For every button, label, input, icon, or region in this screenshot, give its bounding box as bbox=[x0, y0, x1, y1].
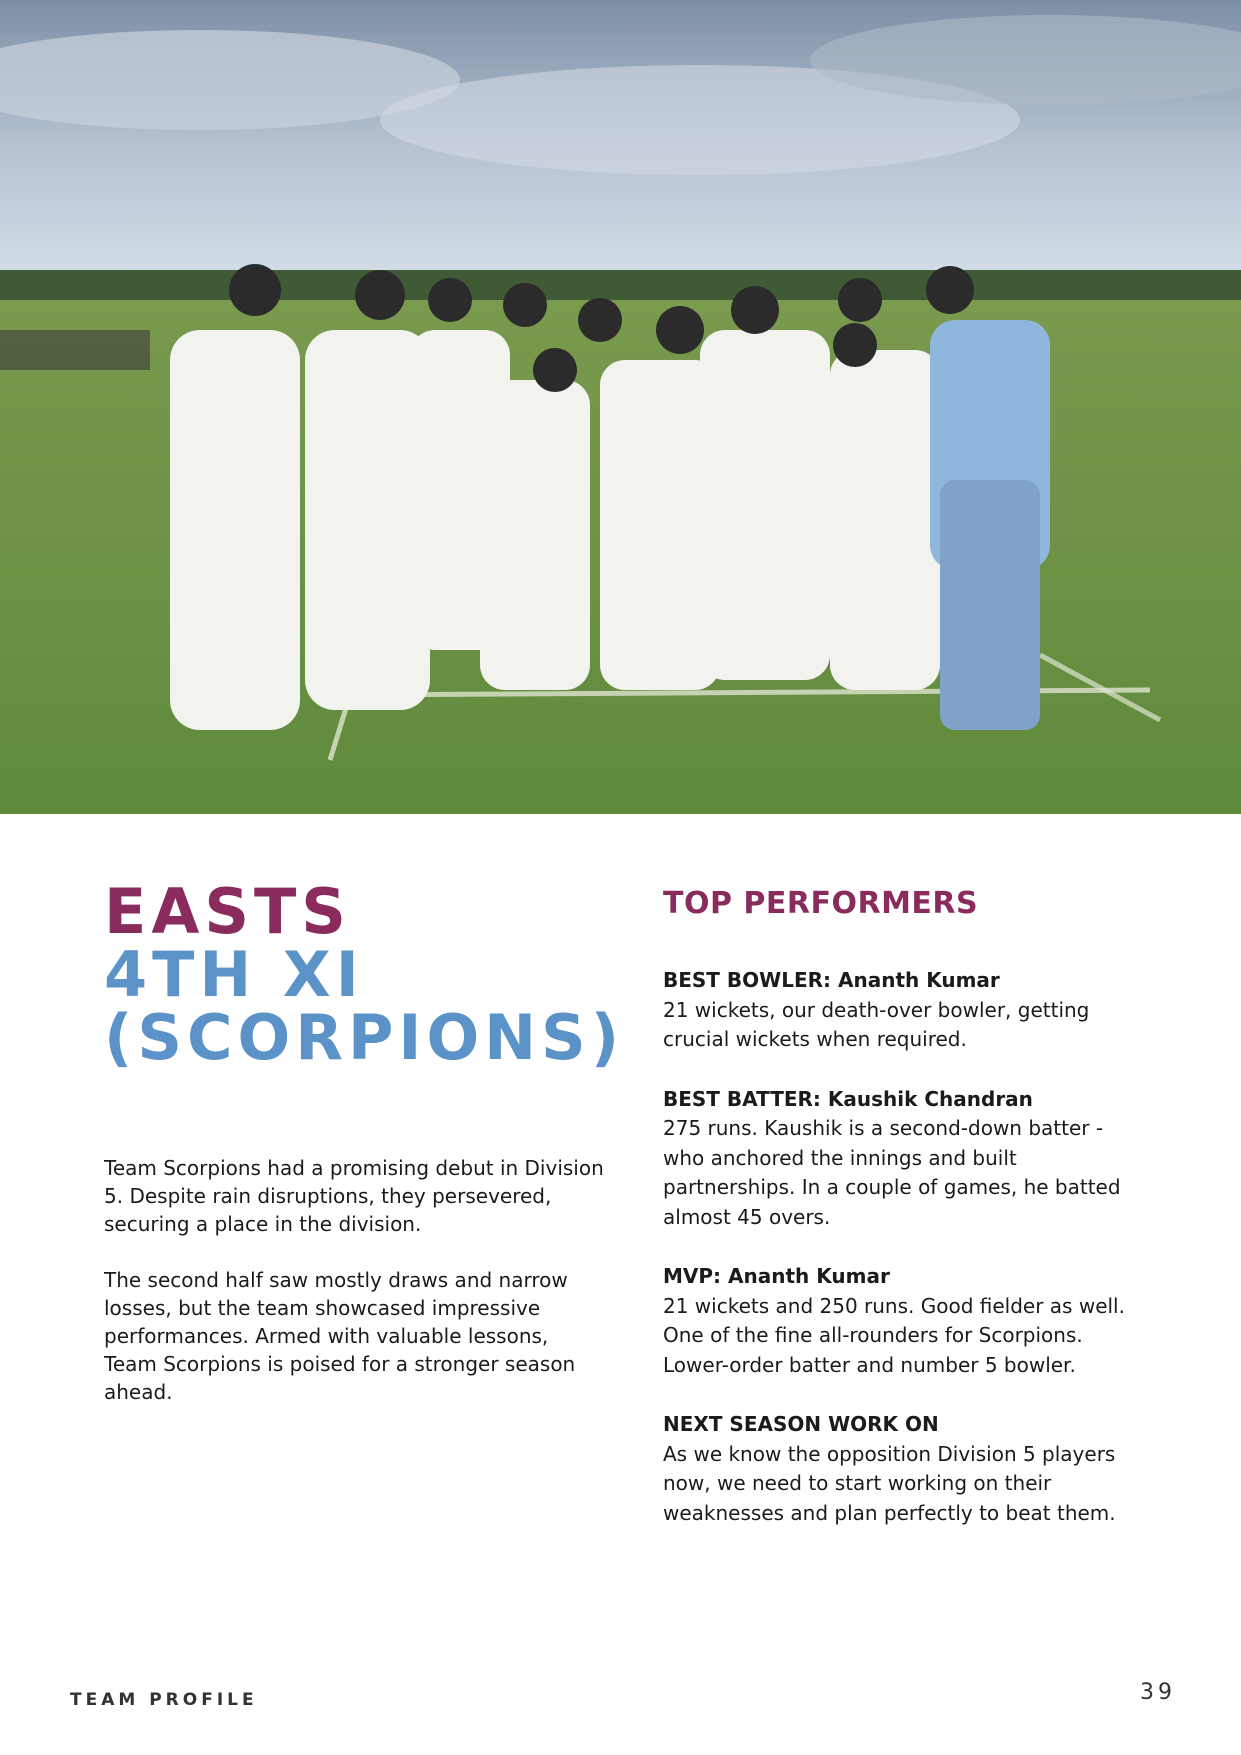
team-photo bbox=[0, 0, 1241, 814]
performer-text: 21 wickets, our death-over bowler, getting crucial wickets when required. bbox=[663, 997, 1090, 1051]
performer-best-bowler bbox=[663, 966, 1143, 1055]
next-season-work-on bbox=[663, 1410, 1143, 1528]
performer-name: Ananth Kumar bbox=[831, 968, 1000, 992]
intro-paragraph: The second half saw mostly draws and narrow losses, but the team showcased impressive performances. Armed with valuable lessons, Team Scorpions is poised for a stronger season ahead. bbox=[104, 1268, 576, 1404]
performer-text: 275 runs. Kaushik is a second-down batter - who anchored the innings and built partnerships. In a couple of games, he batted almost 45 overs. bbox=[663, 1116, 1121, 1229]
performer-heading bbox=[663, 966, 1143, 996]
title-line-4th-xi: 4TH XI bbox=[104, 938, 364, 1011]
intro-text bbox=[104, 1154, 604, 1434]
title-line-easts: EASTS bbox=[104, 875, 351, 948]
performer-name: Ananth Kumar bbox=[721, 1264, 890, 1288]
performer-heading bbox=[663, 1085, 1143, 1115]
performer-label: MVP: bbox=[663, 1264, 722, 1288]
footer-section-label: TEAM PROFILE bbox=[70, 1690, 258, 1710]
top-performers-heading: TOP PERFORMERS bbox=[663, 886, 979, 921]
performer-label: NEXT SEASON WORK ON bbox=[663, 1412, 939, 1436]
performer-text: 21 wickets and 250 runs. Good fielder as well. One of the fine all-rounders for Scorpions. Lower-order batter and number 5 bowler. bbox=[663, 1293, 1125, 1377]
top-performers-section bbox=[663, 886, 1143, 1558]
intro-paragraph: Team Scorpions had a promising debut in Division 5. Despite rain disruptions, they persevered, securing a place in the division. bbox=[104, 1156, 604, 1236]
title-line-scorpions: (SCORPIONS) bbox=[104, 1001, 625, 1074]
performer-text: As we know the opposition Division 5 players now, we need to start working on their weaknesses and plan perfectly to beat them. bbox=[663, 1441, 1116, 1525]
performer-heading bbox=[663, 1410, 1143, 1440]
performer-heading bbox=[663, 1262, 1143, 1292]
page-number: 39 bbox=[1140, 1680, 1176, 1705]
team-title bbox=[104, 875, 625, 1074]
performer-best-batter bbox=[663, 1085, 1143, 1233]
performer-label: BEST BATTER: bbox=[663, 1086, 821, 1111]
performer-label: BEST BOWLER: bbox=[663, 968, 832, 992]
performer-mvp bbox=[663, 1262, 1143, 1380]
performer-name: Kaushik Chandran bbox=[820, 1086, 1033, 1111]
